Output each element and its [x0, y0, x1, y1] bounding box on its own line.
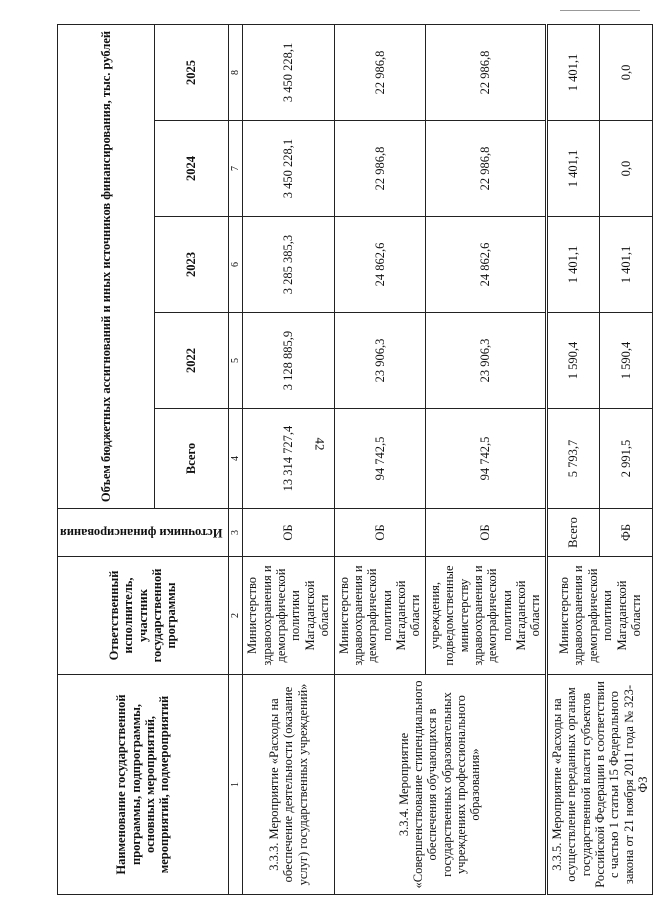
row-executor: учреждения, подведомственные министерству здравоохранения и демографической политики Магаданской области [425, 557, 546, 675]
col-num: 4 [228, 409, 243, 509]
row-name: 3.3.5. Мероприятие «Расходы на осуществление переданных органам государственной власти субъектов Российской Федерации в соответствии с частью 1 статьи 15 Федерального закона от 21 ноября 2011 года № 323-ФЗ [546, 675, 653, 895]
header-2025: 2025 [154, 24, 228, 120]
col-num: 3 [228, 509, 243, 557]
table-row [243, 24, 334, 894]
value-2025: 22 986,8 [334, 24, 425, 120]
top-rule [560, 10, 640, 11]
header-group: Объем бюджетных ассигнований и иных источников финансирования, тыс. рублей [58, 24, 155, 508]
value-2023: 3 285 385,3 [243, 217, 334, 313]
header-2023: 2023 [154, 217, 228, 313]
rotated-table-wrapper [57, 25, 651, 895]
value-total: 2 991,5 [600, 409, 653, 509]
value-2024: 1 401,1 [546, 121, 599, 217]
header-col2: Ответственный исполнитель, участник государственной программы [58, 557, 229, 675]
page-number: 42 [312, 437, 328, 451]
value-2025: 1 401,1 [546, 24, 599, 120]
row-source: Всего [546, 509, 599, 557]
value-2023: 1 401,1 [600, 217, 653, 313]
header-total: Всего [154, 409, 228, 509]
header-2024: 2024 [154, 121, 228, 217]
value-2025: 0,0 [600, 24, 653, 120]
col-num: 6 [228, 217, 243, 313]
row-name: 3.3.3. Мероприятие «Расходы на обеспечение деятельности (оказание услуг) государственных учреждений» [243, 675, 334, 895]
value-total: 94 742,5 [425, 409, 546, 509]
value-2022: 3 128 885,9 [243, 313, 334, 409]
value-2024: 3 450 228,1 [243, 121, 334, 217]
col-num: 2 [228, 557, 243, 675]
header-2022: 2022 [154, 313, 228, 409]
row-source: ОБ [334, 509, 425, 557]
header-col3 [58, 509, 229, 557]
value-2022: 1 590,4 [600, 313, 653, 409]
table-row [334, 24, 425, 894]
col-num: 5 [228, 313, 243, 409]
row-executor: Министерство здравоохранения и демографической политики Магаданской области [334, 557, 425, 675]
row-executor: Министерство здравоохранения и демографической политики Магаданской области [243, 557, 334, 675]
col-num: 8 [228, 24, 243, 120]
value-total: 13 314 727,4 [243, 409, 334, 509]
value-2023: 24 862,6 [425, 217, 546, 313]
column-number-row [228, 24, 243, 894]
value-2022: 1 590,4 [546, 313, 599, 409]
header-col1: Наименование государственной программы, подпрограммы, основных мероприятий, мероприятий, подмероприятий [58, 675, 229, 895]
value-2022: 23 906,3 [425, 313, 546, 409]
row-executor: Министерство здравоохранения и демографической политики Магаданской области [546, 557, 653, 675]
row-source: ОБ [425, 509, 546, 557]
value-2023: 24 862,6 [334, 217, 425, 313]
value-2024: 22 986,8 [334, 121, 425, 217]
value-2023: 1 401,1 [546, 217, 599, 313]
row-name: 3.3.4. Мероприятие «Совершенствование стипендиального обеспечения обучающихся в государственных образовательных учреждениях профессионального образования» [334, 675, 546, 895]
value-2024: 22 986,8 [425, 121, 546, 217]
value-total: 5 793,7 [546, 409, 599, 509]
value-2024: 0,0 [600, 121, 653, 217]
budget-table [57, 24, 653, 895]
row-source: ФБ [600, 509, 653, 557]
value-2025: 3 450 228,1 [243, 24, 334, 120]
value-total: 94 742,5 [334, 409, 425, 509]
value-2025: 22 986,8 [425, 24, 546, 120]
col-num: 1 [228, 675, 243, 895]
col-num: 7 [228, 121, 243, 217]
value-2022: 23 906,3 [334, 313, 425, 409]
row-source: ОБ [243, 509, 334, 557]
table-row [546, 24, 599, 894]
header-col3-text: Источники финансирования [60, 525, 223, 540]
